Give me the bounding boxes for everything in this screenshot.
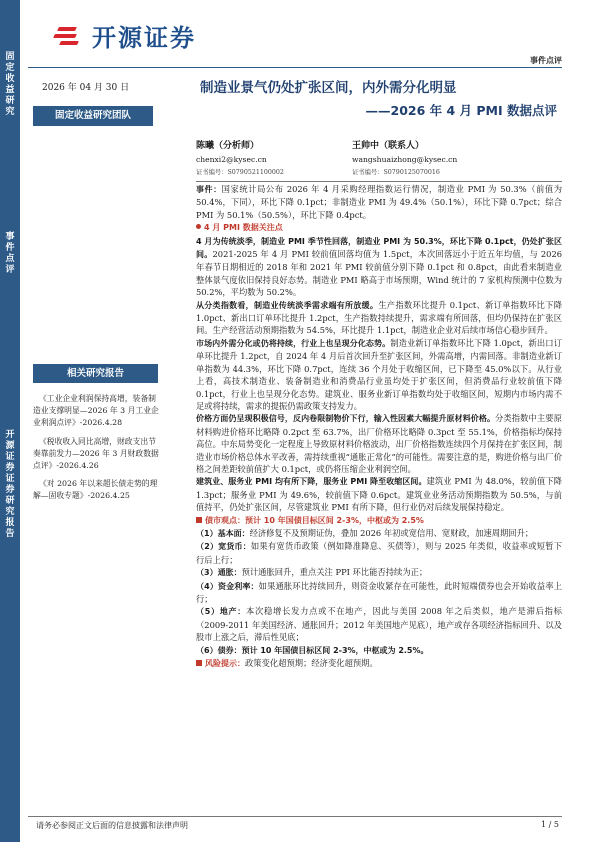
sidebar-report-type: 事件点评 [5,232,15,275]
event-label: 事件： [196,185,222,194]
item-text: 如果通胀环比持续回升，则资金收紧存在可能性，此时短端债券也会开始收益率上行； [196,580,562,604]
author-email[interactable]: chenxi2@kysec.cn [196,155,267,164]
risk-label: 风险提示： [205,659,245,669]
bond-view-item [196,540,562,566]
author-divider [196,181,562,182]
item-label: （3）通胀： [196,568,242,578]
bond-view-item [196,527,562,540]
analysis-paragraph [196,412,562,475]
item-text: 如果有宽货币政策（例如降准降息、买债等），则与 2025 年类似，收益率或短暂下行后上行； [196,541,562,565]
author-cert: 证书编号：S0790125070016 [352,169,440,176]
red-bullet-icon [196,224,201,229]
team-label: 固定收益研究团队 [33,106,153,126]
report-title: 制造业景气仍处扩张区间，内外需分化明显 [200,80,457,96]
footer-divider [28,816,562,817]
paragraph-lead: 价格方面仍呈现积极信号，反内卷限制物价下行，输入性因素大幅提升原材料价格。 [196,414,496,424]
author-email[interactable]: wangshuaizhong@kysec.cn [352,155,458,164]
author-name: 陈曦（分析师） [196,141,260,151]
analysis-paragraph [196,337,562,412]
item-label: （5）地产： [196,607,246,617]
paragraph-lead: 建筑业、服务业 PMI 均有所下降，服务业 PMI 降至收缩区间。 [196,477,427,487]
company-logo [52,18,196,53]
red-square-icon [196,660,202,666]
report-type: 事件点评 [530,56,562,65]
main-content [196,183,562,670]
author-cert: 证书编号：S0790521100002 [196,169,284,176]
bond-view-item [196,580,562,606]
item-label: （6）债券： [196,645,242,655]
item-text: 预计 10 年国债目标区间 2-3%，中枢或为 2.5%。 [241,645,429,655]
analysis-paragraph [196,299,562,337]
logo-icon [52,25,86,47]
item-label: （4）资金利率： [196,581,259,591]
paragraph-lead: 4 月为传统淡季，制造业 PMI 季节性回落，制造业 PMI 为 50.3%，环比下降 0.1pct，仍处扩张区间。 [196,236,562,260]
section-heading [196,221,562,234]
bond-view-title: 预计 10 年国债目标区间 2-3%，中枢或为 2.5% [245,515,424,525]
paragraph-body: 分类指数中主要原材料购进价格环比略降 0.2pct 至 63.7%，出厂价格环比略降 0.3pct 至 55.1%，价格指标均保持高位。中东局势变化一定程度上导致原材料价格波动，出厂价格指数连续四个月保持在扩张区间，制造业市场价格总体水平改善，需持续重视“通胀正常化”的可能性。需要注意的是，购进价格与出厂价格之间差距较前值扩大 0.1pct，或仍将压缩企业利润空间。 [196,413,562,474]
related-report-link[interactable]: 《税收收入同比高增，财政支出节奏靠前发力—2026 年 3 月财政数据点评》-2026.4.26 [33,436,159,471]
company-name: 开源证券 [92,24,196,52]
paragraph-body: 2021-2025 年 4 月 PMI 较前值回落均值为 1.5pct，本次回落远小于近五年均值，与 2026 年春节日期相近的 2018 年和 2021 年 PMI 较前值分别下降 0.1pct 和 0.8pct，由此看来制造业整体景气度依旧保持良好态势。制造业 PMI 略高于市场预期，Wind 统计的 7 家机构预测中位数为 50.2%，平均数为 50.2%。 [196,249,563,298]
footer-disclaimer: 请务必参阅正文后面的信息披露和法律声明 [36,821,188,830]
paragraph-body: 建筑业 PMI 为 48.0%，较前值下降 1.3pct；服务业 PMI 为 49.6%，较前值下降 0.6pct。建筑业业务活动预期指数为 50.5%，与前值持平，仍处扩张区间，尽管建筑业 PMI 有所下降，但行业仍对后续发展保持稳定。 [196,476,562,513]
related-reports-list [33,393,159,509]
related-reports-label: 相关研究报告 [33,364,158,383]
item-text: 经济修复不及预期证伪，叠加 2026 年初或宽信用、宽财政，加速周期回升； [249,527,534,538]
bond-view-label: 债市观点： [205,515,245,525]
sidebar-category: 固定收益研究 [5,52,15,117]
page-number: 1 / 5 [541,820,559,829]
item-label: （1）基本面： [196,528,250,538]
bond-view-item [196,605,562,643]
paragraph-lead: 市场内外需分化或仍将持续，行业上也呈现分化态势。 [196,338,391,348]
author-card [196,140,284,179]
bond-view-heading [196,514,562,527]
red-square-icon [196,517,202,523]
item-label: （2）宽货币： [196,542,251,552]
section-title: 4 月 PMI 数据关注点 [204,223,283,233]
item-text: 预计通胀回升，重点关注 PPI 环比能否持续为正； [241,567,428,578]
sidebar-brand: 开源证券 证券研究报告 [5,430,15,539]
bond-view-item [196,644,562,657]
report-date: 2026 年 04 月 30 日 [42,83,130,93]
header-divider [28,67,562,68]
report-subtitle: ——2026 年 4 月 PMI 数据点评 [365,103,557,118]
paragraph-body: 制造业新订单指数环比下降 1.0pct，新出口订单环比提升 1.2pct，自 2024 年 4 月后首次回升至扩张区间，外需高增，内需回落。非制造业新订单指数为 44.3%，环比下降 0.7pct，连续 36 个月处于收缩区间，已下降至 45.0%以下。从行业上看，高技术制造业、装备制造业和消费品行业虽均处于扩张区间，但消费品行业较前值下降 0.1pct，行业上也呈现分化态势。建筑业、服务业新订单指数均处于收缩区间，短期内市场内需不足或将持续，需求的提振仍需政策支持发力。 [196,337,562,411]
analysis-paragraph [196,475,562,513]
sidebar [0,0,20,842]
author-name: 王帅中（联系人） [352,141,425,151]
bond-view-item [196,566,562,579]
item-text: 本次稳增长发力点或不在地产，因此与美国 2008 年之后类似，地产是滞后指标（2009-2011 年美国经济、通胀回升；2012 年美国地产见底），地产或存各项经济指标回升、以及股市上涨之后，滞后性见底； [196,606,562,643]
paragraph-body: 生产指数环比提升 0.1pct、新订单指数环比下降 1.0pct、新出口订单环比提升 1.2pct，生产指数持续提升，需求端有所回落，但均仍保持在扩张区间。生产经营活动预期指数为 54.5%，环比提升 1.1pct，制造业企业对后续市场信心稳步回升。 [196,299,562,336]
risk-text: 政策变化超预期；经济变化超预期。 [245,658,378,669]
author-card [352,140,457,179]
paragraph-lead: 从分类指数看，制造业传统淡季需求端有所放缓。 [196,300,379,310]
event-text: 国家统计局公布 2026 年 4 月采购经理指数运行情况，制造业 PMI 为 50.3%（前值为 50.4%，下同），环比下降 0.1pct；非制造业 PMI 为 49.4%（50.1%），环比下降 0.7pct；综合 PMI 为 50.1%（50.5%），环比下降 0.4pct。 [196,184,562,220]
related-report-link[interactable]: 《对 2026 年以来超长债走势的理解—固收专题》-2026.4.25 [33,479,158,501]
analysis-paragraph [196,235,562,299]
event-paragraph [196,183,562,221]
related-report-link[interactable]: 《工业企业利润保持高增，装备制造业支撑明显—2026 年 3 月工业企业利润点评》-2026.4.28 [33,394,159,428]
risk-paragraph [196,657,562,670]
